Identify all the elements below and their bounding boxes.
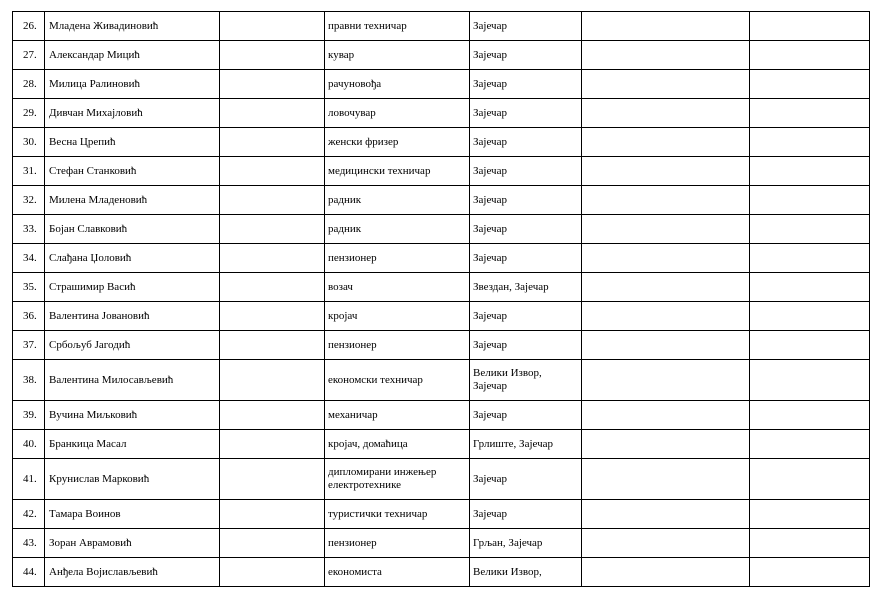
- blank-cell: [220, 41, 325, 70]
- blank-cell: [220, 401, 325, 430]
- residence: Зајечар: [470, 459, 582, 500]
- residence: Грљан, Зајечар: [470, 529, 582, 558]
- blank-cell: [220, 99, 325, 128]
- residence: Зајечар: [470, 500, 582, 529]
- occupation: медицински техничар: [325, 157, 470, 186]
- residence: Зајечар: [470, 99, 582, 128]
- residence: Зајечар: [470, 244, 582, 273]
- table-row: [13, 70, 870, 99]
- occupation: женски фризер: [325, 128, 470, 157]
- occupation: пензионер: [325, 244, 470, 273]
- full-name: Бранкица Масал: [45, 430, 220, 459]
- occupation: пензионер: [325, 529, 470, 558]
- blank-cell: [582, 558, 750, 587]
- blank-cell: [582, 244, 750, 273]
- residence: Зајечар: [470, 157, 582, 186]
- table-row: [13, 331, 870, 360]
- table-row: [13, 215, 870, 244]
- table-row: [13, 302, 870, 331]
- row-number: 38.: [13, 360, 45, 401]
- full-name: Дивчан Михајловић: [45, 99, 220, 128]
- blank-cell: [220, 459, 325, 500]
- full-name: Србољуб Јагодић: [45, 331, 220, 360]
- blank-cell: [220, 331, 325, 360]
- blank-cell: [220, 360, 325, 401]
- table-row: [13, 558, 870, 587]
- blank-cell: [750, 558, 870, 587]
- row-number: 32.: [13, 186, 45, 215]
- table-row: [13, 41, 870, 70]
- occupation: дипломирани инжењер електротехнике: [325, 459, 470, 500]
- full-name: Страшимир Васић: [45, 273, 220, 302]
- residence: Велики Извор, Зајечар: [470, 360, 582, 401]
- blank-cell: [750, 128, 870, 157]
- full-name: Александар Мицић: [45, 41, 220, 70]
- residence: Зајечар: [470, 215, 582, 244]
- blank-cell: [220, 128, 325, 157]
- occupation: рачуновођа: [325, 70, 470, 99]
- residence: Звездан, Зајечар: [470, 273, 582, 302]
- full-name: Слађана Џоловић: [45, 244, 220, 273]
- residence: Зајечар: [470, 12, 582, 41]
- blank-cell: [750, 157, 870, 186]
- table-row: [13, 99, 870, 128]
- table-row: [13, 244, 870, 273]
- residence: Зајечар: [470, 302, 582, 331]
- occupation: економиста: [325, 558, 470, 587]
- blank-cell: [750, 360, 870, 401]
- full-name: Стефан Станковић: [45, 157, 220, 186]
- blank-cell: [750, 215, 870, 244]
- residence: Зајечар: [470, 70, 582, 99]
- blank-cell: [750, 12, 870, 41]
- blank-cell: [582, 302, 750, 331]
- residence: Зајечар: [470, 128, 582, 157]
- blank-cell: [750, 331, 870, 360]
- table-row: [13, 401, 870, 430]
- residence: Велики Извор,: [470, 558, 582, 587]
- residence: Зајечар: [470, 401, 582, 430]
- row-number: 33.: [13, 215, 45, 244]
- table-row: [13, 529, 870, 558]
- row-number: 41.: [13, 459, 45, 500]
- blank-cell: [220, 215, 325, 244]
- occupation: кројач: [325, 302, 470, 331]
- blank-cell: [582, 99, 750, 128]
- full-name: Валентина Милосављевић: [45, 360, 220, 401]
- blank-cell: [220, 273, 325, 302]
- row-number: 37.: [13, 331, 45, 360]
- row-number: 27.: [13, 41, 45, 70]
- row-number: 34.: [13, 244, 45, 273]
- blank-cell: [582, 273, 750, 302]
- table-row: [13, 273, 870, 302]
- occupation: туристички техничар: [325, 500, 470, 529]
- blank-cell: [750, 186, 870, 215]
- occupation: механичар: [325, 401, 470, 430]
- occupation: ловочувар: [325, 99, 470, 128]
- blank-cell: [750, 401, 870, 430]
- blank-cell: [582, 529, 750, 558]
- table-body: [13, 12, 870, 587]
- full-name: Валентина Јовановић: [45, 302, 220, 331]
- full-name: Крунислав Марковић: [45, 459, 220, 500]
- table-row: [13, 128, 870, 157]
- blank-cell: [750, 41, 870, 70]
- table-row: [13, 186, 870, 215]
- full-name: Тамара Воинов: [45, 500, 220, 529]
- blank-cell: [750, 529, 870, 558]
- blank-cell: [220, 157, 325, 186]
- blank-cell: [220, 12, 325, 41]
- blank-cell: [582, 331, 750, 360]
- full-name: Младена Живадиновић: [45, 12, 220, 41]
- occupation: кројач, домаћица: [325, 430, 470, 459]
- blank-cell: [582, 186, 750, 215]
- occupation: радник: [325, 215, 470, 244]
- row-number: 28.: [13, 70, 45, 99]
- full-name: Весна Црепић: [45, 128, 220, 157]
- blank-cell: [220, 186, 325, 215]
- residence: Зајечар: [470, 41, 582, 70]
- full-name: Вучина Миљковић: [45, 401, 220, 430]
- occupation: пензионер: [325, 331, 470, 360]
- blank-cell: [582, 500, 750, 529]
- table-row: [13, 459, 870, 500]
- blank-cell: [750, 459, 870, 500]
- blank-cell: [582, 360, 750, 401]
- table-row: [13, 430, 870, 459]
- residence: Грлиште, Зајечар: [470, 430, 582, 459]
- blank-cell: [220, 430, 325, 459]
- occupation: економски техничар: [325, 360, 470, 401]
- blank-cell: [220, 529, 325, 558]
- blank-cell: [582, 401, 750, 430]
- residence: Зајечар: [470, 331, 582, 360]
- blank-cell: [582, 41, 750, 70]
- blank-cell: [750, 99, 870, 128]
- table-row: [13, 12, 870, 41]
- blank-cell: [750, 430, 870, 459]
- blank-cell: [220, 244, 325, 273]
- full-name: Зоран Аврамовић: [45, 529, 220, 558]
- occupation: радник: [325, 186, 470, 215]
- row-number: 36.: [13, 302, 45, 331]
- residence: Зајечар: [470, 186, 582, 215]
- row-number: 30.: [13, 128, 45, 157]
- occupation: правни техничар: [325, 12, 470, 41]
- row-number: 39.: [13, 401, 45, 430]
- blank-cell: [582, 430, 750, 459]
- blank-cell: [220, 500, 325, 529]
- occupation: возач: [325, 273, 470, 302]
- blank-cell: [582, 12, 750, 41]
- row-number: 42.: [13, 500, 45, 529]
- blank-cell: [220, 558, 325, 587]
- row-number: 40.: [13, 430, 45, 459]
- blank-cell: [750, 70, 870, 99]
- blank-cell: [220, 302, 325, 331]
- blank-cell: [582, 215, 750, 244]
- blank-cell: [582, 128, 750, 157]
- occupation: кувар: [325, 41, 470, 70]
- row-number: 29.: [13, 99, 45, 128]
- full-name: Милица Ралиновић: [45, 70, 220, 99]
- blank-cell: [582, 459, 750, 500]
- table-row: [13, 360, 870, 401]
- row-number: 35.: [13, 273, 45, 302]
- blank-cell: [750, 273, 870, 302]
- full-name: Анђела Војислављевић: [45, 558, 220, 587]
- row-number: 43.: [13, 529, 45, 558]
- blank-cell: [750, 302, 870, 331]
- candidate-list-table: [12, 11, 870, 587]
- blank-cell: [750, 244, 870, 273]
- full-name: Бојан Славковић: [45, 215, 220, 244]
- blank-cell: [582, 157, 750, 186]
- blank-cell: [750, 500, 870, 529]
- row-number: 26.: [13, 12, 45, 41]
- row-number: 31.: [13, 157, 45, 186]
- table-row: [13, 500, 870, 529]
- full-name: Милена Младеновић: [45, 186, 220, 215]
- blank-cell: [220, 70, 325, 99]
- row-number: 44.: [13, 558, 45, 587]
- blank-cell: [582, 70, 750, 99]
- table-row: [13, 157, 870, 186]
